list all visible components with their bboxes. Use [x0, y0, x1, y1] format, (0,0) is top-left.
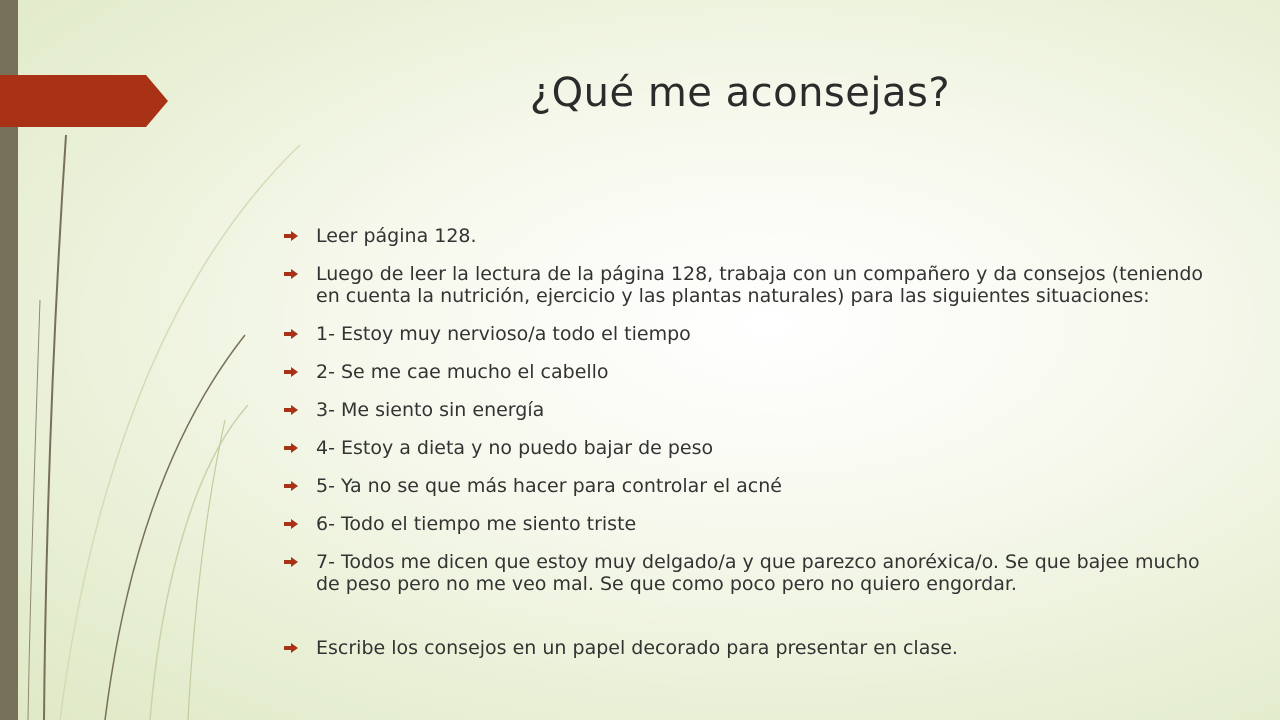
arrow-right-icon — [284, 519, 298, 529]
bullet-list — [284, 225, 1204, 675]
list-item-text: 4- Estoy a dieta y no puedo bajar de peso — [316, 437, 714, 459]
list-item — [284, 361, 1204, 383]
list-item — [284, 637, 1204, 659]
list-item — [284, 323, 1204, 345]
arrow-right-icon — [284, 643, 298, 653]
arrow-right-icon — [284, 367, 298, 377]
arrow-right-icon — [284, 443, 298, 453]
arrow-right-icon — [284, 231, 298, 241]
list-item — [284, 263, 1204, 307]
list-item-text: 1- Estoy muy nervioso/a todo el tiempo — [316, 323, 691, 345]
arrow-right-icon — [284, 329, 298, 339]
list-item-text: Escribe los consejos en un papel decorado para presentar en clase. — [316, 637, 958, 659]
title-arrow-marker — [0, 75, 168, 127]
list-item-text: Luego de leer la lectura de la página 128, trabaja con un compañero y da consejos (teniendo en cuenta la nutrición, ejercicio y las plantas naturales) para las siguientes situaciones: — [316, 263, 1204, 307]
list-item — [284, 551, 1204, 595]
list-item-text: Leer página 128. — [316, 225, 477, 247]
arrow-right-icon — [284, 481, 298, 491]
list-item — [284, 399, 1204, 421]
list-item-text: 3- Me siento sin energía — [316, 399, 545, 421]
list-item — [284, 475, 1204, 497]
list-item — [284, 513, 1204, 535]
list-item-text: 5- Ya no se que más hacer para controlar el acné — [316, 475, 782, 497]
list-item — [284, 225, 1204, 247]
list-item-text: 2- Se me cae mucho el cabello — [316, 361, 609, 383]
list-item — [284, 437, 1204, 459]
list-item-text: 7- Todos me dicen que estoy muy delgado/a y que parezco anoréxica/o. Se que bajee mucho de peso pero no me veo mal. Se que como poco pero no quiero engordar. — [316, 551, 1200, 595]
arrow-right-icon — [284, 557, 298, 567]
list-item-text: 6- Todo el tiempo me siento triste — [316, 513, 637, 535]
slide-title: ¿Qué me aconsejas? — [529, 70, 951, 116]
arrow-right-icon — [284, 405, 298, 415]
arrow-right-icon — [284, 269, 298, 279]
